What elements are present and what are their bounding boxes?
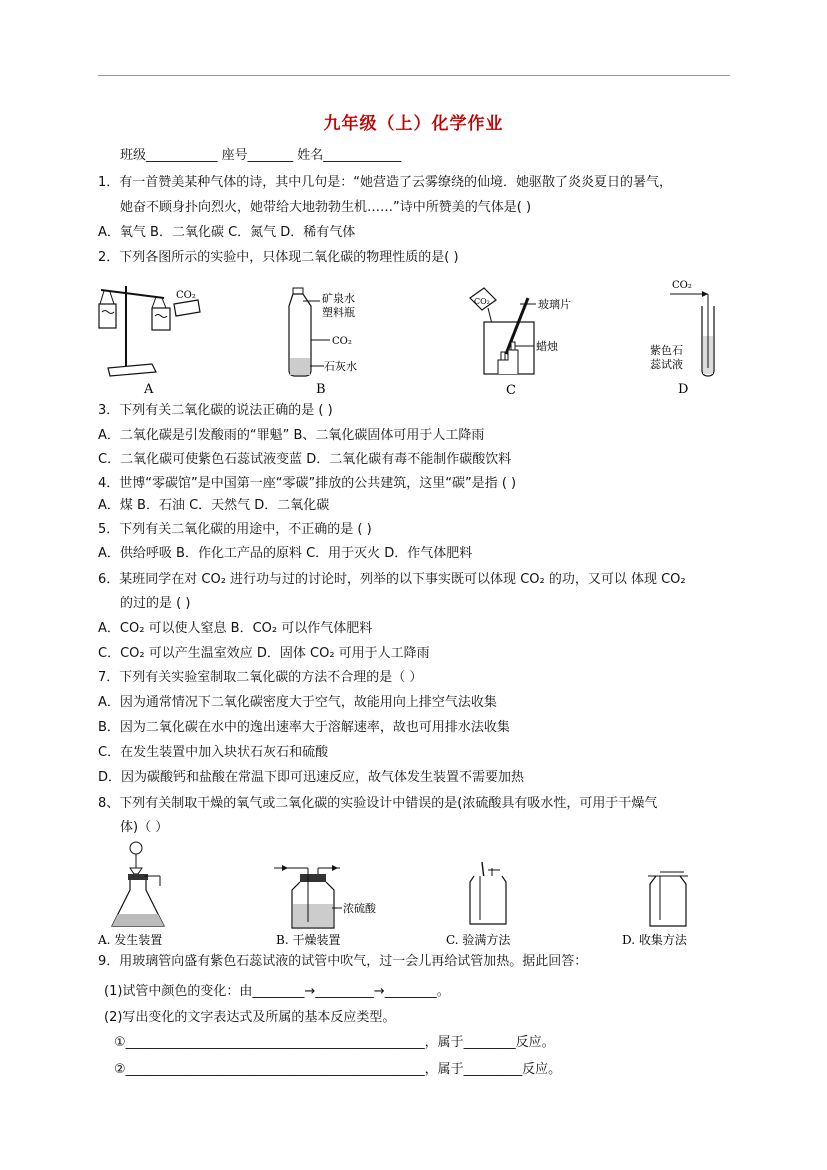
q2-figure-c bbox=[462, 284, 582, 402]
q2-stem: 2．下列各图所示的实验中，只体现二氧化碳的物理性质的是( ) bbox=[98, 250, 459, 265]
q1-stem-line2: 她奋不顾身扑向烈火，她带给大地勃勃生机……”诗中所赞美的气体是( ) bbox=[120, 200, 532, 215]
q8-fig-b-acid-label: 浓硫酸 bbox=[343, 902, 376, 915]
top-rule bbox=[98, 75, 730, 76]
q6-options-ab: A．CO₂ 可以使人窒息 B．CO₂ 可以作气体肥料 bbox=[98, 621, 373, 636]
q1-stem-line1: 1．有一首赞美某种气体的诗，其中几句是：“她营造了云雾缭绕的仙境．她驱散了炎炎夏日的暑气， bbox=[98, 175, 673, 190]
q9-sub2: (2)写出变化的文字表达式及所属的基本反应类型。 bbox=[104, 1010, 396, 1025]
q3-stem: 3．下列有关二氧化碳的说法正确的是 ( ) bbox=[98, 403, 333, 418]
q2-figure-a bbox=[96, 276, 216, 402]
q9-sub1: (1)试管中颜色的变化：由________→_________→________。 bbox=[104, 984, 450, 999]
q8-figure-a bbox=[98, 838, 218, 954]
q2-fig-d-solution-label2: 蕊试液 bbox=[650, 358, 683, 371]
q2-fig-d-co2-label: CO₂ bbox=[672, 280, 692, 291]
q8-figure-d bbox=[620, 862, 720, 954]
q4-stem: 4．世博“零碳馆”是中国第一座“零碳”排放的公共建筑，这里“碳”是指 ( ) bbox=[98, 476, 517, 491]
q7-option-c: C．在发生装置中加入块状石灰石和硫酸 bbox=[98, 745, 329, 760]
q8-stem-line2: 体)（ ） bbox=[120, 820, 169, 835]
q8-stem-line1: 8、下列有关制取干燥的氧气或二氧化碳的实验设计中错误的是(浓硫酸具有吸水性，可用于干燥气 bbox=[98, 796, 658, 811]
q7-stem: 7．下列有关实验室制取二氧化碳的方法不合理的是（ ） bbox=[98, 670, 423, 685]
q6-stem-line1: 6．某班同学在对 CO₂ 进行功与过的讨论时，列举的以下事实既可以体现 CO₂ 的功，又可以 体现 CO₂ bbox=[98, 572, 686, 587]
q7-option-d: D．因为碳酸钙和盐酸在常温下即可迅速反应，故气体发生装置不需要加热 bbox=[98, 770, 525, 785]
q2-fig-a-label: A bbox=[144, 382, 154, 397]
q4-options: A．煤 B．石油 C．天然气 D．二氧化碳 bbox=[98, 498, 330, 513]
q3-options-cd: C．二氧化碳可使紫色石蕊试液变蓝 D．二氧化碳有毒不能制作碳酸饮料 bbox=[98, 452, 512, 467]
q1-options: A．氧气 B．二氧化碳 C．氮气 D．稀有气体 bbox=[98, 225, 356, 240]
q2-fig-c-glass-label: 玻璃片 bbox=[538, 298, 571, 311]
q7-option-b: B．因为二氧化碳在水中的逸出速率大于溶解速率，故也可用排水法收集 bbox=[98, 720, 510, 735]
q2-fig-b-bottle-label: 矿泉水 bbox=[322, 292, 355, 305]
header-info-line: 班级___________ 座号_______ 姓名____________ bbox=[120, 148, 402, 163]
q5-options: A．供给呼吸 B．作化工产品的原料 C．用于灭火 D．作气体肥料 bbox=[98, 546, 473, 561]
q2-fig-a-co2-label: CO₂ bbox=[176, 290, 196, 301]
q9-item1: ①______________________________________________，属于________反应。 bbox=[114, 1035, 555, 1050]
q8-fig-a-label: A. 发生装置 bbox=[98, 933, 163, 947]
q8-fig-d-label: D. 收集方法 bbox=[622, 933, 687, 947]
q5-stem: 5．下列有关二氧化碳的用途中，不正确的是 ( ) bbox=[98, 522, 372, 537]
q7-option-a: A．因为通常情况下二氧化碳密度大于空气，故能用向上排空气法收集 bbox=[98, 695, 497, 710]
q2-figure-b bbox=[280, 286, 400, 402]
q6-stem-line2: 的过的是 ( ) bbox=[120, 596, 191, 611]
q8-figure-c bbox=[444, 858, 544, 954]
q2-fig-d-solution-label1: 紫色石 bbox=[650, 344, 683, 357]
q8-figure-b bbox=[270, 858, 400, 954]
page-title: 九年级（上）化学作业 bbox=[323, 114, 504, 134]
q2-fig-c-label: C bbox=[506, 383, 516, 398]
q9-item2: ②______________________________________________，属于_________反应。 bbox=[114, 1062, 562, 1077]
q2-fig-b-bottle-label2: 塑料瓶 bbox=[322, 306, 355, 319]
q6-options-cd: C．CO₂ 可以产生温室效应 D．固体 CO₂ 可用于人工降雨 bbox=[98, 646, 430, 661]
q8-fig-c-label: C. 验满方法 bbox=[446, 933, 511, 947]
q2-fig-c-co2-label: CO₂ bbox=[474, 297, 490, 306]
q2-fig-d-label: D bbox=[678, 382, 689, 397]
q2-fig-b-label: B bbox=[316, 382, 326, 397]
q2-fig-b-water-label: 石灰水 bbox=[324, 360, 357, 373]
q2-figure-d bbox=[640, 276, 740, 402]
q2-fig-b-co2-label: CO₂ bbox=[332, 336, 352, 347]
q9-stem: 9．用玻璃管向盛有紫色石蕊试液的试管中吹气，过一会儿再给试管加热。据此回答： bbox=[98, 954, 588, 969]
q8-fig-b-label: B. 干燥装置 bbox=[276, 933, 341, 947]
q2-fig-c-candle-label: 蜡烛 bbox=[536, 340, 558, 353]
q3-options-ab: A．二氧化碳是引发酸雨的“罪魁” B、二氧化碳固体可用于人工降雨 bbox=[98, 428, 485, 443]
